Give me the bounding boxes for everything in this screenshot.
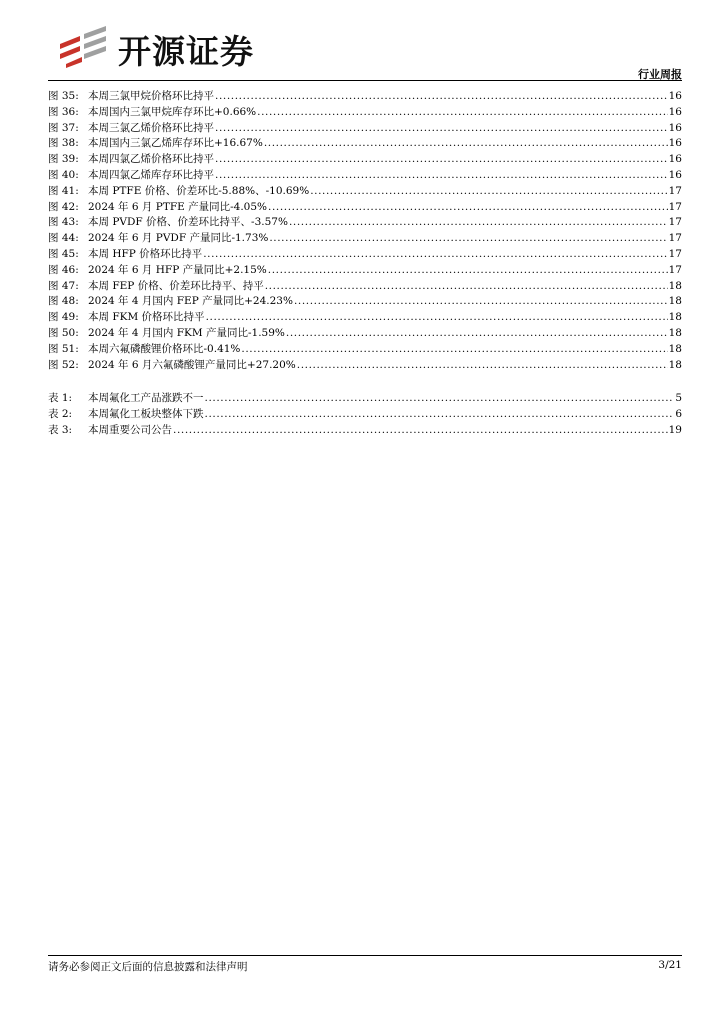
entry-title: 2024 年 4 月国内 FEP 产量同比+24.23% [88,295,293,308]
entry-title: 本周重要公司公告 [88,423,172,436]
list-spacer [48,373,682,391]
entry-label: 表 1: [48,392,73,405]
entry-page-number: 5 [675,392,682,405]
toc-entry[interactable] [48,105,682,121]
brand-name: 开源证券 [118,32,254,71]
entry-title: 2024 年 6 月 PVDF 产量同比-1.73% [88,232,269,245]
dot-leader [310,184,667,200]
entry-title: 2024 年 6 月六氟磷酸锂产量同比+27.20% [88,358,296,371]
entry-title: 2024 年 6 月 PTFE 产量同比-4.05% [88,200,268,213]
entry-label: 图 39: [48,153,79,166]
page-number: 3/21 [658,959,682,971]
entry-title: 本周氟化工板块整体下跌 [88,408,204,421]
entry-label: 图 47: [48,279,79,292]
entry-title: 本周 PTFE 价格、价差环比-5.88%、-10.69% [88,184,310,197]
entry-label: 图 36: [48,105,79,118]
dot-leader [173,423,668,439]
entry-label: 图 41: [48,184,79,197]
entry-label: 图 51: [48,342,79,355]
toc-entry[interactable] [48,89,682,105]
entry-title: 本周 HFP 价格环比持平 [88,247,203,260]
toc-entry[interactable] [48,294,682,310]
entry-label: 表 2: [48,408,73,421]
entry-label: 图 45: [48,247,79,260]
table-list [48,391,682,438]
entry-page-number: 18 [668,358,682,371]
entry-title: 本周氟化工产品涨跌不一 [88,392,204,405]
logo-mark-icon [58,24,114,68]
entry-page-number: 18 [668,279,682,292]
toc-entry[interactable] [48,136,682,152]
entry-label: 表 3: [48,423,73,436]
toc-entry[interactable] [48,168,682,184]
toc-entry[interactable] [48,407,682,423]
entry-title: 本周三氯乙烯价格环比持平 [88,121,214,134]
entry-page-number: 16 [668,137,682,150]
dot-leader [268,200,668,216]
dot-leader [257,105,667,121]
dot-leader [215,89,668,105]
entry-page-number: 18 [668,311,682,324]
entry-label: 图 52: [48,358,79,371]
entry-page-number: 16 [668,121,682,134]
toc-entry[interactable] [48,326,682,342]
dot-leader [264,136,668,152]
entry-page-number: 16 [668,153,682,166]
entry-title: 本周 FKM 价格环比持平 [88,311,205,324]
entry-page-number: 17 [668,216,682,229]
dot-leader [205,391,675,407]
entry-page-number: 16 [668,105,682,118]
entry-page-number: 17 [668,263,682,276]
entry-title: 本周 FEP 价格、价差环比持平、持平 [88,279,264,292]
dot-leader [206,310,668,326]
toc-entry[interactable] [48,184,682,200]
header-divider [48,80,682,81]
entry-page-number: 16 [668,168,682,181]
toc-entry[interactable] [48,200,682,216]
entry-page-number: 18 [668,326,682,339]
entry-page-number: 18 [668,342,682,355]
toc-entry[interactable] [48,247,682,263]
entry-label: 图 44: [48,232,79,245]
dot-leader [269,231,667,247]
entry-label: 图 43: [48,216,79,229]
dot-leader [286,326,668,342]
toc-entry[interactable] [48,310,682,326]
company-logo [58,24,278,71]
dot-leader [265,279,668,295]
entry-title: 本周六氟磷酸锂价格环比-0.41% [88,342,241,355]
entry-title: 本周 PVDF 价格、价差环比持平、-3.57% [88,216,288,229]
entry-page-number: 18 [668,295,682,308]
entry-label: 图 37: [48,121,79,134]
entry-label: 图 48: [48,295,79,308]
entry-title: 本周国内三氯甲烷库存环比+0.66% [88,105,257,118]
entry-title: 本周国内三氯乙烯库存环比+16.67% [88,137,263,150]
entry-page-number: 16 [668,90,682,102]
dot-leader [268,263,668,279]
entry-label: 图 35: [48,90,79,102]
entry-page-number: 17 [668,200,682,213]
report-type-label: 行业周报 [638,68,682,81]
entry-page-number: 17 [668,184,682,197]
table-of-contents [48,89,682,439]
entry-title: 本周四氯乙烯库存环比持平 [88,168,214,181]
disclaimer-text: 请务必参阅正文后面的信息披露和法律声明 [48,961,248,973]
page-header [48,0,682,84]
entry-title: 本周三氯甲烷价格环比持平 [88,90,214,102]
toc-entry[interactable] [48,215,682,231]
entry-label: 图 42: [48,200,79,213]
toc-entry[interactable] [48,423,682,439]
entry-label: 图 49: [48,311,79,324]
dot-leader [297,358,668,374]
entry-page-number: 17 [668,247,682,260]
dot-leader [215,168,668,184]
toc-entry[interactable] [48,391,682,407]
dot-leader [205,407,675,423]
entry-label: 图 40: [48,168,79,181]
entry-label: 图 46: [48,263,79,276]
entry-title: 2024 年 4 月国内 FKM 产量同比-1.59% [88,326,285,339]
dot-leader [289,215,668,231]
dot-leader [241,342,667,358]
entry-label: 图 38: [48,137,79,150]
entry-page-number: 17 [668,232,682,245]
toc-entry[interactable] [48,263,682,279]
dot-leader [215,121,668,137]
entry-label: 图 50: [48,326,79,339]
entry-page-number: 6 [675,408,682,421]
entry-title: 本周四氯乙烯价格环比持平 [88,153,214,166]
toc-entry[interactable] [48,342,682,358]
dot-leader [215,152,668,168]
dot-leader [294,294,668,310]
toc-entry[interactable] [48,121,682,137]
footer-divider [48,955,682,956]
entry-title: 2024 年 6 月 HFP 产量同比+2.15% [88,263,267,276]
toc-entry[interactable] [48,279,682,295]
toc-entry[interactable] [48,152,682,168]
toc-entry[interactable] [48,231,682,247]
entry-page-number: 19 [668,423,682,436]
figure-list [48,89,682,373]
dot-leader [203,247,667,263]
toc-entry[interactable] [48,358,682,374]
